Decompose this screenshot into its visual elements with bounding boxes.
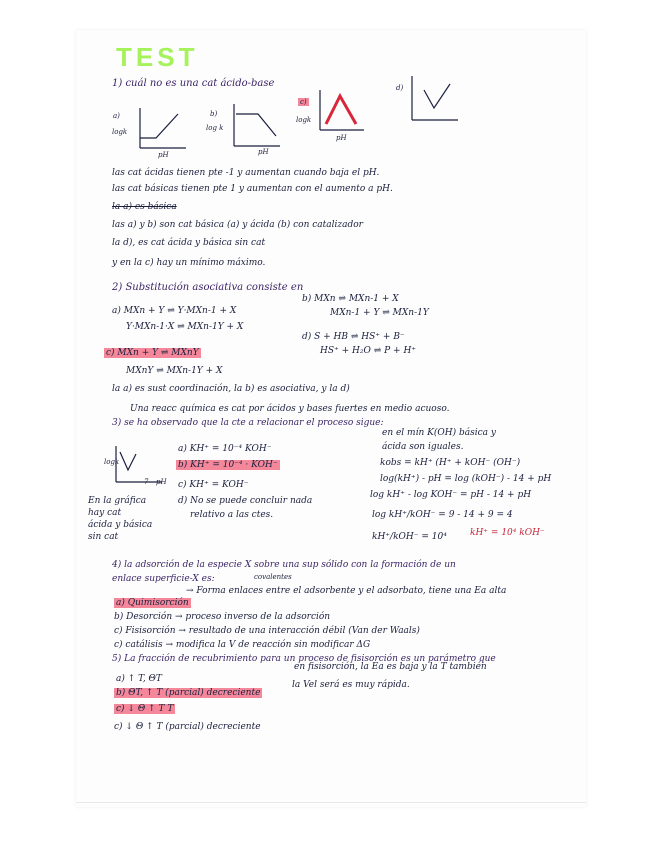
graph-a <box>138 108 188 150</box>
q2-question: 2) Substitución asociativa consiste en <box>112 282 304 293</box>
q4-question-line2: enlace superficie-X es: <box>112 574 215 584</box>
q2-option-d-line2: HS⁺ + H₂O ⇌ P + H⁺ <box>320 346 417 356</box>
q3-right-note-5: log kH⁺ - log KOH⁻ = pH - 14 + pH <box>370 490 532 500</box>
graph-a-label: a) <box>113 112 120 120</box>
q4-option-b: b) Desorción → proceso inverso de la adsorción <box>114 612 331 622</box>
q5-option-d: c) ↓ Θ ↑ T (parcial) decreciente <box>114 722 261 732</box>
q3-right-note-1: en el mín K(OH) básica y <box>382 428 496 438</box>
q3-intro: Una reacc química es cat por ácidos y bases fuertes en medio acuoso. <box>130 404 450 414</box>
graph-d-label: d) <box>396 84 404 92</box>
q3-graph-ylabel: logk <box>104 458 120 466</box>
q5-option-a: a) ↑ T, ΘT <box>116 674 162 684</box>
q5-option-c: c) ↓ Θ ↑ T T <box>116 704 174 714</box>
q4-option-a-note: → Forma enlaces entre el adsorbente y el adsorbato, tiene una Ea alta <box>186 586 507 596</box>
q1-note-2: las cat básicas tienen pte 1 y aumentan con el aumento a pH. <box>112 184 393 194</box>
graph-c <box>318 90 366 134</box>
q3-option-a: a) KH⁺ = 10⁻⁴ KOH⁻ <box>178 444 272 454</box>
q3-right-note-4: log(kH⁺) - pH = log (kOH⁻) - 14 + pH <box>380 474 552 484</box>
page-title: TEST <box>116 42 199 72</box>
q2-option-d-line1: d) S + HB ⇌ HS⁺ + B⁻ <box>302 332 405 342</box>
q1-note-3: la a) es básica <box>112 202 177 212</box>
q4-option-a: a) Quimisorción <box>116 598 189 608</box>
graph-b-ylabel: log k <box>206 124 224 132</box>
q3-result: kH⁺ = 10⁴ kOH⁻ <box>470 528 545 538</box>
graph-b-xlabel: pH <box>258 148 269 156</box>
q2-option-c-line2: MXnY ⇌ MXn-1Y + X <box>126 366 223 376</box>
q3-right-note-7: kH⁺/kOH⁻ = 10⁴ <box>372 532 447 542</box>
graph-b-label: b) <box>210 110 218 118</box>
graph-a-xlabel: pH <box>158 151 169 159</box>
q3-option-d-line2: relativo a las ctes. <box>190 510 274 520</box>
page-edge <box>76 802 586 803</box>
q4-annotation: covalentes <box>254 573 292 581</box>
q3-option-c: c) KH⁺ = KOH⁻ <box>178 480 249 490</box>
graph-b <box>232 104 282 148</box>
q5-option-b: b) ΘT, ↑ T (parcial) decreciente <box>116 688 261 698</box>
q3-left-note-2: hay cat <box>88 508 122 518</box>
q2-option-b-line2: MXn-1 + Y ⇌ MXn-1Y <box>330 308 429 318</box>
q3-left-note-3: ácida y básica <box>88 520 153 530</box>
q2-option-a-line2: Y·MXn-1·X ⇌ MXn-1Y + X <box>126 322 244 332</box>
graph-c-xlabel: pH <box>336 134 347 142</box>
q5-note-1: en fisisorción, la Ea es baja y la T también <box>294 662 487 672</box>
q1-note-5: la d), es cat ácida y básica sin cat <box>112 238 266 248</box>
q4-option-d: c) catálisis → modifica la V de reacción sin modificar ΔG <box>114 640 371 650</box>
q3-graph-xlabel: pH <box>156 478 167 486</box>
q3-option-d-line1: d) No se puede concluir nada <box>178 496 313 506</box>
q5-question: 5) La fracción de recubrimiento para un proceso de fisisorción es un parámetro que <box>112 654 496 664</box>
q5-note-2: la Vel será es muy rápida. <box>292 680 410 690</box>
q2-option-b-line1: b) MXn ⇌ MXn-1 + X <box>302 294 399 304</box>
q2-option-c-line1: c) MXn + Y ⇌ MXnY <box>106 348 199 358</box>
q1-note-1: las cat ácidas tienen pte -1 y aumentan cuando baja el pH. <box>112 168 380 178</box>
q2-answer: la a) es sust coordinación, la b) es asociativa, y la d) <box>112 384 350 394</box>
q4-question: 4) la adsorción de la especie X sobre una sup sólido con la formación de un <box>112 560 456 570</box>
q3-right-note-3: kobs = kH⁺ (H⁺ + kOH⁻ (OH⁻) <box>380 458 521 468</box>
q3-right-note-2: ácida son iguales. <box>382 442 464 452</box>
q1-question: 1) cuál no es una cat ácido-base <box>112 78 275 89</box>
q4-option-c: c) Fisisorción → resultado de una interacción débil (Van der Waals) <box>114 626 420 636</box>
q3-left-note-4: sin cat <box>88 532 119 542</box>
q3-graph-mark: 7 <box>144 478 149 486</box>
graph-a-ylabel: logk <box>112 128 128 136</box>
q1-note-4: las a) y b) son cat básica (a) y ácida (b) con catalizador <box>112 220 363 230</box>
graph-c-label: c) <box>300 98 307 106</box>
q3-right-note-6: log kH⁺/kOH⁻ = 9 - 14 + 9 = 4 <box>372 510 513 520</box>
q3-left-note-1: En la gráfica <box>88 496 147 506</box>
q3-question: 3) se ha observado que la cte a relacionar el proceso sigue: <box>112 418 384 428</box>
q2-option-a-line1: a) MXn + Y ⇌ Y·MXn-1 + X <box>112 306 237 316</box>
q3-option-b: b) KH⁺ = 10⁻⁴ · KOH⁻ <box>178 460 278 470</box>
graph-d <box>410 76 460 122</box>
q1-note-6: y en la c) hay un mínimo máximo. <box>112 258 266 268</box>
graph-c-ylabel: logk <box>296 116 312 124</box>
